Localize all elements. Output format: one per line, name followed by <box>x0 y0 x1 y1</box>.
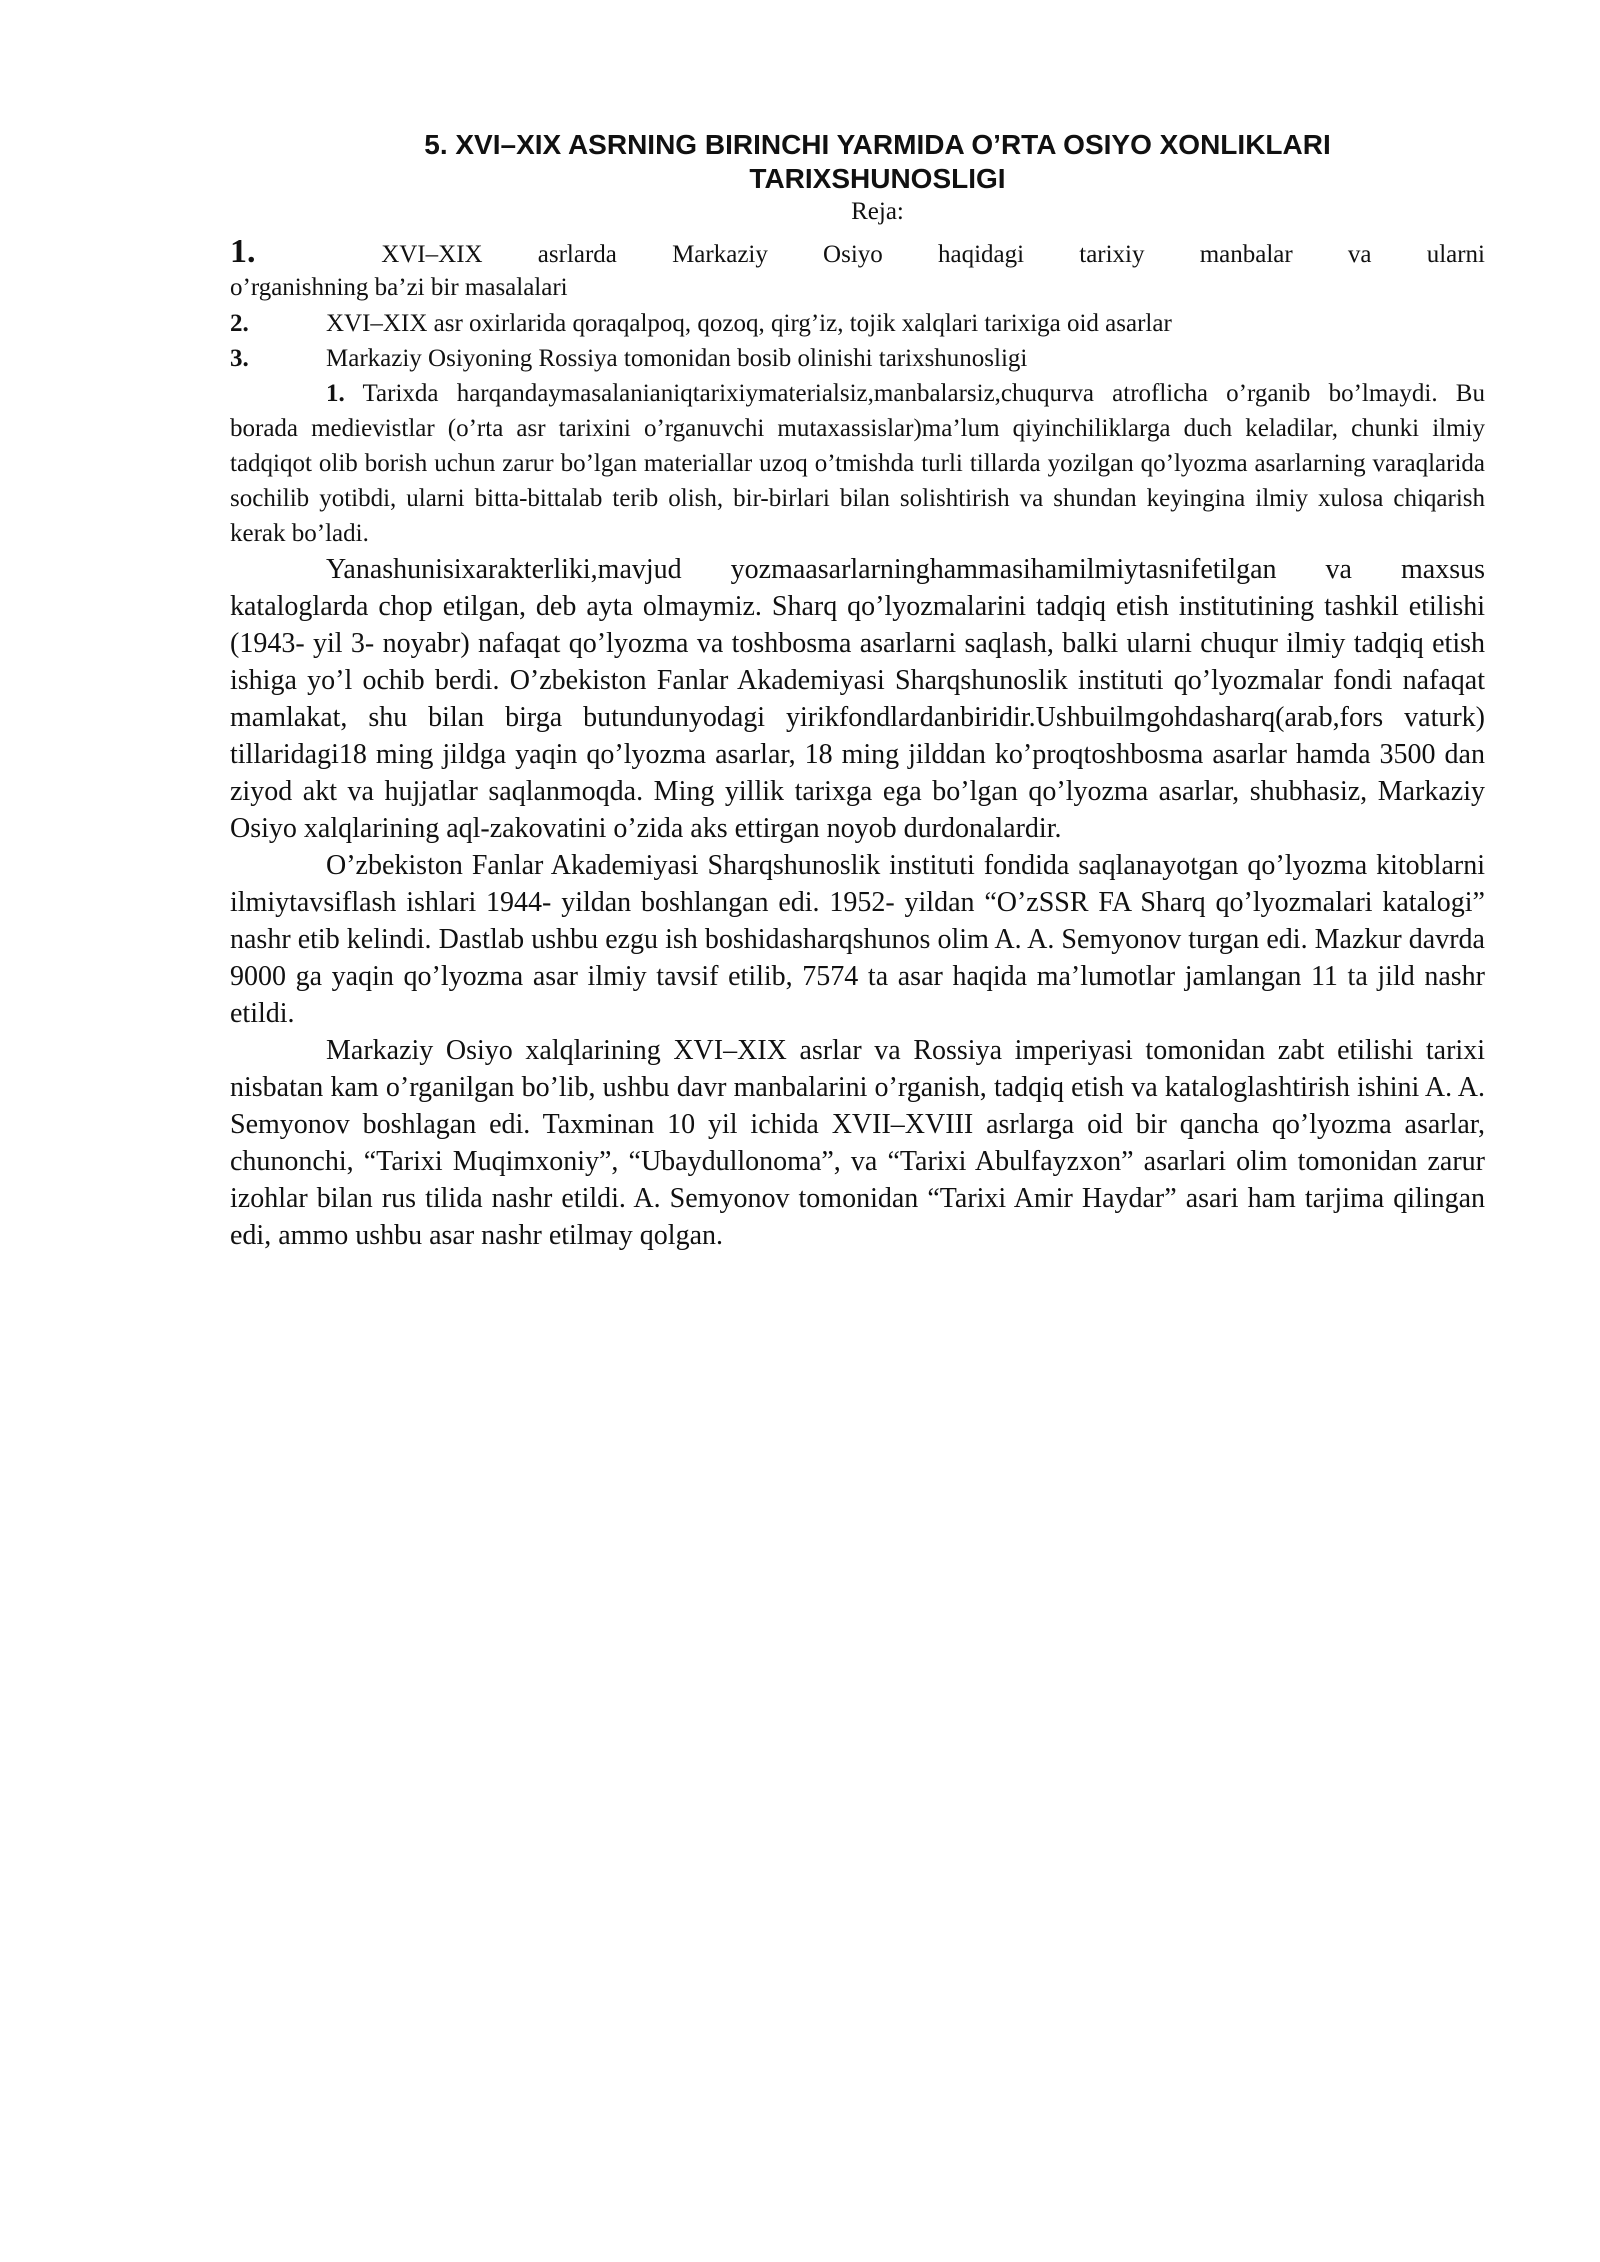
plan-item-text: XVI–XIX asrlarda Markaziy Osiyo haqidagi tarixiy manbalar va ularni <box>381 241 1486 268</box>
document-body <box>230 128 1485 1254</box>
plan-heading: Reja: <box>851 198 904 225</box>
paragraph-3: O’zbekiston Fanlar Akademiyasi Sharqshunoslik instituti fondida saqlanayotgan qo’lyozma kitoblarni ilmiytavsiflash ishlari 1944- yildan boshlangan edi. 1952- yildan “O’zSSR FA Sharq qo’lyozmalari katalogi” nashr etib kelindi. Dastlab ushbu ezgu ish boshidasharqshunos olim A. A. Semyonov turgan edi. Mazkur davrda 9000 ga yaqin qo’lyozma asar ilmiy tavsif etilib, 7574 ta asar haqida ma’lumotlar jamlangan 11 ta jild nashr etildi. <box>230 850 1485 1029</box>
paragraph-2: Yanashunisixarakterliki,mavjud yozmaasarlarninghammasihamilmiytasnifetilgan va maxsus kataloglarda chop etilgan, deb ayta olmaymiz. Sharq qo’lyozmalarini tadqiq etish institutining tashkil etilishi (1943- yil 3- noyabr) nafaqat qo’lyozma va toshbosma asarlarni saqlash, balki ularni chuqur ilmiy tadqiq etish ishiga yo’l ochib berdi. O’zbekiston Fanlar Akademiyasi Sharqshunoslik instituti qo’lyozmalar fondi nafaqat mamlakat, shu bilan birga butundunyodagi yirikfondlardanbiridir.Ushbuilmgohdasharq(arab,fors vaturk) tillaridagi18 ming jildga yaqin qo’lyozma asarlar, 18 ming jilddan ko’proqtoshbosma asarlar hamda 3500 dan ziyod akt va hujjatlar saqlanmoqda. Ming yillik tarixga ega bo’lgan qo’lyozma asarlar, shubhasiz, Markaziy Osiyo xalqlarining aql-zakovatini o’zida aks ettirgan noyob durdonalardir. <box>230 554 1485 844</box>
document-title <box>230 128 1485 196</box>
plan-item-1-continuation: o’rganishning ba’zi bir masalalari <box>230 274 568 301</box>
plan-item-number: 1. <box>230 233 256 270</box>
plan-item-number: 3. <box>230 345 249 372</box>
paragraph-number: 1. <box>326 380 345 407</box>
plan-list <box>230 234 1485 376</box>
plan-item-2 <box>230 306 1485 341</box>
plan-item-1 <box>230 234 1485 272</box>
plan-item-text: XVI–XIX asr oxirlarida qoraqalpoq, qozoq, qirg’iz, tojik xalqlari tarixiga oid asarlar <box>326 310 1172 337</box>
plan-item-number: 2. <box>230 310 249 337</box>
paragraph-1 <box>230 376 1485 551</box>
paragraph-4: Markaziy Osiyo xalqlarining XVI–XIX asrlar va Rossiya imperiyasi tomonidan zabt etilishi tarixi nisbatan kam o’rganilgan bo’lib, ushbu davr manbalarini o’rganish, tadqiq etish va kataloglashtirish ishini A. A. Semyonov boshlagan edi. Taxminan 10 yil ichida XVII–XVIII asrlarga oid bir qancha qo’lyozma asarlar, chunonchi, “Tarixi Muqimxoniy”, “Ubaydullonoma”, va “Tarixi Abulfayzxon” asarlari olim tomonidan zarur izohlar bilan rus tilida nashr etildi. A. Semyonov tomonidan “Tarixi Amir Haydar” asari ham tarjima qilingan edi, ammo ushbu asar nashr etilmay qolgan. <box>230 1035 1485 1251</box>
paragraph-text: Tarixda harqandaymasalanianiqtarixiymaterialsiz,manbalarsiz,chuqurva atroflicha o’rganib bo’lmaydi. Bu borada medievistlar (o’rta asr tarixini o’rganuvchi mutaxassislar)ma’lum qiyinchiliklarga duch keladilar, chunki ilmiy tadqiqot olib borish uchun zarur bo’lgan materiallar uzoq o’tmishda turli tillarda yozilgan qo’lyozma asarlarning varaqlarida sochilib yotibdi, ularni bitta-bittalab terib olish, bir-birlari bilan solishtirish va shundan keyingina ilmiy xulosa chiqarish kerak bo’ladi. <box>230 380 1485 547</box>
title-line-1: 5. XVI–XIX ASRNING BIRINCHI YARMIDA O’RTA OSIYO XONLIKLARI <box>424 129 1331 160</box>
title-line-2: TARIXSHUNOSLIGI <box>749 163 1006 194</box>
plan-item-3 <box>230 341 1485 376</box>
plan-item-text: Markaziy Osiyoning Rossiya tomonidan bosib olinishi tarixshunosligi <box>326 345 1028 372</box>
